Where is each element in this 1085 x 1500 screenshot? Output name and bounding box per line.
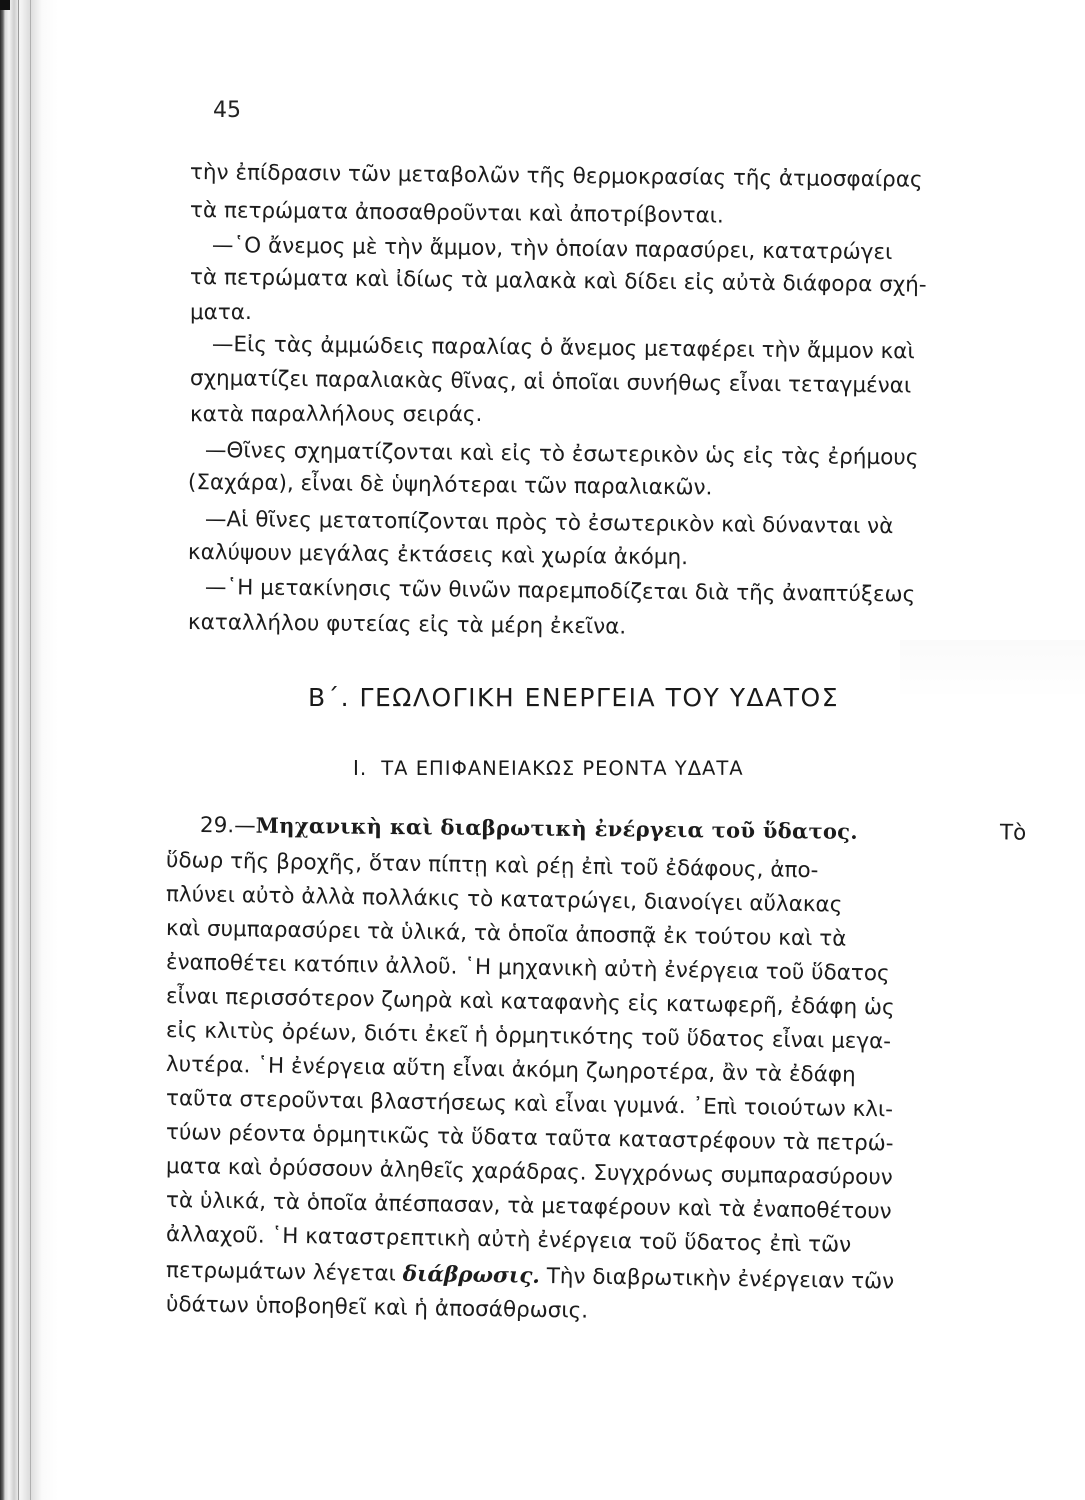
article-title: Μηχανικὴ καὶ διαβρωτικὴ ἐνέργεια τοῦ ὕδατος. (255, 812, 859, 844)
text-line: λυτέρα. ῾Η ἐνέργεια αὕτη εἶναι ἀκόμη ζωηροτέρα, ἂν τὰ ἐδάφη (165, 1052, 856, 1088)
subsection-title: ΤΑ ΕΠΙΦΑΝΕΙΑΚΩΣ ΡΕΟΝΤΑ ΥΔΑΤΑ (381, 757, 744, 780)
text-line: τὰ πετρώματα καὶ ἰδίως τὰ μαλακὰ καὶ δίδει εἰς αὐτὰ διάφορα σχή- (189, 265, 927, 298)
text-line: ἀλλαχοῦ. ῾Η καταστρεπτικὴ αὐτὴ ἐνέργεια τοῦ ὕδατος ἐπὶ τῶν (165, 1222, 852, 1258)
text-line: —Εἰς τὰς ἀμμώδεις παραλίας ὁ ἄνεμος μεταφέρει τὴν ἄμμον καὶ (211, 332, 915, 365)
text-fragment: Τὴν διαβρωτικὴν ἐνέργειαν τῶν (539, 1263, 895, 1295)
key-term: διάβρωσις. (402, 1261, 541, 1289)
text-line: ἐναποθέτει κατόπιν ἀλλοῦ. ῾Η μηχανικὴ αὐτὴ ἐνέργεια τοῦ ὕδατος (165, 950, 890, 987)
text-line: ματα καὶ ὀρύσσουν ἀληθεῖς χαράδρας. Συγχρόνως συμπαρασύρουν (165, 1154, 893, 1191)
text-line (166, 1258, 895, 1295)
text-fragment: Τὸ (999, 820, 1027, 846)
text-line: τύων ρέοντα ὁρμητικῶς τὰ ὕδατα ταῦτα καταστρέφουν τὰ πετρώ- (165, 1120, 894, 1157)
text-fragment: πετρωμάτων λέγεται (165, 1258, 403, 1287)
text-line: —῾Η μετακίνησις τῶν θινῶν παρεμποδίζεται διὰ τῆς ἀναπτύξεως (204, 575, 916, 608)
text-line: τὰ ὑλικά, τὰ ὁποῖα ἀπέσπασαν, τὰ μεταφέρουν καὶ τὰ ἐναποθέτουν (165, 1188, 892, 1225)
text-line: —῾Ο ἄνεμος μὲ τὴν ἄμμον, τὴν ὁποίαν παρασύρει, κατατρώγει (211, 233, 893, 266)
subsection-numeral: Ι. (353, 756, 368, 780)
text-line: ταῦτα στεροῦνται βλαστήσεως καὶ εἶναι γυμνά. ᾿Επὶ τοιούτων κλι- (165, 1086, 894, 1123)
text-line: —Θῖνες σχηματίζονται καὶ εἰς τὸ ἐσωτερικὸν ὡς εἰς τὰς ἐρήμους (204, 438, 919, 471)
subsection-heading (353, 756, 744, 780)
text-line: τὴν ἐπίδρασιν τῶν μεταβολῶν τῆς θερμοκρασίας τῆς ἀτμοσφαίρας (189, 160, 923, 193)
text-line: (Σαχάρα), εἶναι δὲ ὑψηλότεραι τῶν παραλιακῶν. (187, 470, 713, 501)
text-line: καταλλήλου φυτείας εἰς τὰ μέρη ἐκεῖνα. (187, 610, 627, 640)
text-line: σχηματίζει παραλιακὰς θῖνας, αἱ ὁποῖαι συνήθως εἶναι τεταγμέναι (189, 366, 912, 399)
text-line: τὰ πετρώματα ἀποσαθροῦνται καὶ ἀποτρίβονται. (189, 198, 724, 229)
text-line: κατὰ παραλλήλους σειράς. (190, 402, 483, 427)
text-line: καὶ συμπαρασύρει τὰ ὑλικά, τὰ ὁποῖα ἀποσπᾷ ἐκ τούτου καὶ τὰ (165, 916, 847, 952)
text-line: ματα. (190, 300, 252, 325)
text-line: ὑδάτων ὑποβοηθεῖ καὶ ἡ ἀποσάθρωσις. (165, 1292, 589, 1324)
text-line: πλύνει αὐτὸ ἀλλὰ πολλάκις τὸ κατατρώγει, διανοίγει αὔλακας (165, 882, 843, 918)
article-heading-line (199, 812, 1027, 846)
article-number: 29.— (199, 813, 256, 839)
text-line: εἶναι περισσότερον ζωηρὰ καὶ καταφανὴς εἰς κατωφερῆ, ἐδάφη ὡς (165, 984, 895, 1021)
page-number: 45 (213, 98, 241, 123)
text-line: ὕδωρ τῆς βροχῆς, ὅταν πίπτῃ καὶ ρέῃ ἐπὶ τοῦ ἐδάφους, ἀπο- (165, 848, 819, 884)
section-heading: Β΄. ΓΕΩΛΟΓΙΚΗ ΕΝΕΡΓΕΙΑ ΤΟΥ ΥΔΑΤΟΣ (308, 683, 839, 712)
text-line: καλύψουν μεγάλας ἐκτάσεις καὶ χωρία ἀκόμη. (187, 540, 689, 571)
text-line: —Αἱ θῖνες μετατοπίζονται πρὸς τὸ ἐσωτερικὸν καὶ δύνανται νὰ (204, 507, 894, 540)
text-line: εἰς κλιτὺς ὀρέων, διότι ἐκεῖ ἡ ὁρμητικότης τοῦ ὕδατος εἶναι μεγα- (165, 1018, 892, 1055)
